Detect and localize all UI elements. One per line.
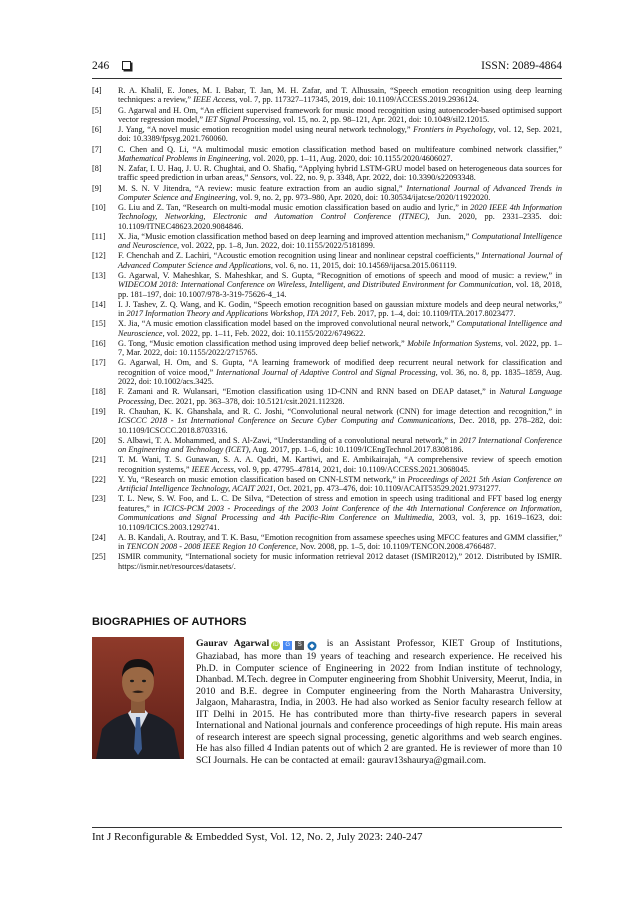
reference-number: [15] [92, 319, 106, 329]
reference-fragment: , vol. 2020, pp. 1–11, Aug. 2020, doi: 10.1155/2020/4606027. [248, 153, 453, 163]
reference-text [118, 300, 562, 319]
reference-venue: IEEE Access [193, 95, 236, 105]
reference-fragment: , vol. 9, pp. 47795–47814, 2021, doi: 10.1109/ACCESS.2021.3068045. [233, 464, 470, 474]
reference-item [92, 436, 562, 455]
reference-venue: International Journal of Advanced Computer Science and Applications [118, 251, 562, 270]
reference-number: [22] [92, 474, 106, 484]
reference-list [92, 86, 562, 572]
reference-item [92, 475, 562, 494]
page-header [92, 58, 562, 74]
reference-text [118, 387, 562, 406]
reference-venue: IET Signal Processing [205, 114, 279, 124]
reference-item [92, 125, 562, 144]
reference-venue: WIDECOM 2018: International Conference on Wireless, Intelligent, and Distributed Environment for Communication [118, 280, 512, 290]
author-profile-icons [271, 640, 317, 651]
page-footer: Int J Reconfigurable & Embedded Syst, Vol. 12, No. 2, July 2023: 240-247 [92, 831, 423, 843]
header-rule [92, 78, 562, 79]
reference-text [118, 436, 562, 455]
reference-venue: 2020 IEEE 4th Information Technology, Networking, Electronic and Automation Control Conference (ITNEC) [118, 203, 562, 222]
reference-item [92, 271, 562, 299]
reference-number: [18] [92, 387, 106, 397]
google-scholar-icon[interactable]: G [283, 641, 292, 650]
reference-number: [14] [92, 299, 106, 309]
reference-venue: Proceedings of 2021 5th Asian Conference on Artificial Intelligence Technology, ACAIT 2021 [118, 474, 562, 494]
reference-fragment: , vol. 12, Sep. 2021, doi: 10.3389/fpsyg.2021.760060. [118, 125, 562, 144]
reference-fragment: , 2003, vol. 3, pp. 1619–1623, doi: 10.1109/ICICS.2003.1292741. [118, 513, 562, 532]
reference-text [118, 358, 562, 386]
reference-fragment: , vol. 15, no. 2, pp. 98–121, Apr. 2021, doi: 10.1049/sil2.12015. [278, 114, 490, 124]
reference-fragment: X. Jia, “A music emotion classification model based on the improved convolutional neural network,” [118, 319, 457, 329]
reference-number: [21] [92, 455, 106, 465]
reference-fragment: ISMIR community, “International society for music information retrieval 2012 dataset (ISMIR2012),” 2012. Distributed by ISMIR. https://ismir.net/resources/datasets/. [118, 552, 562, 571]
reference-number: [23] [92, 494, 106, 504]
reference-fragment: , Nov. 2008, pp. 1–5, doi: 10.1109/TENCON.2008.4766487. [295, 542, 497, 552]
reference-item [92, 407, 562, 435]
reference-fragment: , vol. 6, no. 11, 2015, doi: 10.14569/ijacsa.2015.061119. [270, 260, 457, 270]
reference-number: [7] [92, 144, 102, 154]
reference-item [92, 203, 562, 231]
reference-text [118, 251, 562, 270]
reference-fragment: R. A. Khalil, E. Jones, M. I. Babar, T. Jan, M. H. Zafar, and T. Alhussain, “Speech emotion recognition using deep learning techniques: a review,” [118, 86, 562, 105]
reference-number: [12] [92, 251, 106, 261]
reference-fragment: G. Agarwal, H. Om, and S. Gupta, “A learning framework of modified deep recurrent neural network for classification and recognition of voice mood,” [118, 358, 562, 377]
reference-fragment: , vol. 18, 2018, pp. 181–197, doi: 10.1007/978-3-319-75626-4_14. [118, 280, 562, 299]
issn-label: ISSN: 2089-4864 [481, 60, 562, 72]
reference-fragment: G. Agarwal, V. Maheshkar, S. Maheshkar, and S. Gupta, “Recognition of emotions of speech and mood of music: a review,” in [118, 270, 562, 280]
reference-text [118, 145, 562, 164]
reference-venue: TENCON 2008 - 2008 IEEE Region 10 Conference [126, 542, 296, 552]
reference-item [92, 164, 562, 183]
reference-item [92, 184, 562, 203]
reference-number: [4] [92, 86, 102, 95]
reference-item [92, 319, 562, 338]
reference-fragment: , Dec. 2018, pp. 278–282, doi: 10.1109/ICSCCC.2018.8703316. [118, 416, 562, 435]
reference-fragment: G. Agarwal and H. Om, “An efficient supervised framework for music mood recognition using autoencoder-based optimised support vector regression model,” [118, 105, 562, 124]
reference-fragment: , vol. 9, no. 2, pp. 973–980, Apr. 2020, doi: 10.30534/ijatcse/2020/11922020. [235, 192, 491, 202]
reference-text [118, 164, 562, 183]
author-name: Gaurav Agarwal [196, 638, 270, 649]
checkbox-square-icon [122, 61, 131, 70]
reference-number: [19] [92, 406, 106, 416]
reference-number: [10] [92, 203, 106, 212]
scopus-icon[interactable]: S [295, 641, 304, 650]
reference-fragment: F. Chenchah and Z. Lachiri, “Acoustic emotion recognition using linear and nonlinear cepstral coefficients,” [118, 251, 482, 261]
reference-venue: Mathematical Problems in Engineering [118, 153, 249, 163]
reference-fragment: , Jun. 2020, pp. 2331–2335. doi: 10.1109/ITNEC48623.2020.9084846. [118, 212, 562, 231]
reference-item [92, 106, 562, 125]
reference-item [92, 232, 562, 251]
reference-venue: Sensors [250, 173, 277, 183]
orcid-icon[interactable]: iD [272, 642, 279, 649]
reference-text [118, 232, 562, 251]
reference-text [118, 184, 562, 203]
reference-text [118, 475, 562, 494]
reference-item [92, 358, 562, 386]
reference-venue: Natural Language Processing [118, 387, 562, 406]
reference-fragment: , vol. 2022, pp. 1–11, Feb. 2022, doi: 10.1155/2022/6749622. [162, 328, 366, 338]
reference-text [118, 125, 562, 144]
reference-fragment: A. B. Kandali, A. Routray, and T. K. Basu, “Emotion recognition from assamese speeches using MFCC features and GMM classifier,” in [118, 532, 562, 552]
reference-fragment: N. Zafar, I. U. Haq, J. U. R. Chughtai, and O. Shafiq, “Applying hybrid LSTM-GRU model based on heterogeneous data sources for traffic speed prediction in urban areas,” [118, 164, 562, 183]
page-number: 246 [92, 60, 110, 72]
reference-text [118, 339, 562, 358]
reference-fragment: , vol. 36, no. 8, pp. 1835–1859, Aug. 2022, doi: 10.1002/acs.3425. [118, 367, 563, 387]
reference-venue: International Journal of Adaptive Control and Signal Processing [216, 367, 436, 377]
reference-item [92, 455, 562, 474]
author-bio-text: is an Assistant Professor, KIET Group of Institutions, Ghaziabad, has more than 19 years of teaching and research experience. He received his Ph.D. in Computer science of Engineering in 2022 from Indian institute of technology, Dhanbad. M.Tech. degree in Computer engineering from Shobhit University, Meerut, India, in 2010 and B.E. degree in Computer engineering from the North Maharastra University, Jalgaon, Maharastra, India, in 2003. He had also worked as Senior faculty research fellow at IIT Delhi in 2015. He has contributed more than thirty-five research papers in several International and National journals and conference proceedings of high repute. His main areas of research interest are speech signal processing, genetic algorithms and web search engines. He has also filled 4 Indian patents out of which 2 are granted. He is reviewer of more than 10 SCI Journals. He can be contacted at email: gaurav13shaurya@gmail.com. [196, 638, 562, 766]
reference-text [118, 106, 562, 125]
reference-number: [20] [92, 435, 106, 445]
reference-fragment: T. L. New, S. W. Foo, and L. C. De Silva, “Detection of stress and emotion in speech using traditional and FFT based log energy features,” in [118, 494, 562, 513]
reference-text [118, 86, 562, 105]
reference-fragment: , Feb. 2017, pp. 1–4, doi: 10.1109/ITA.2017.8023477. [337, 309, 516, 319]
reference-venue: Computational Intelligence and Neuroscience [118, 231, 562, 251]
reference-fragment: Y. Yu, “Research on music emotion classification based on CNN-LSTM network,” in [118, 474, 408, 484]
reference-fragment: F. Zamani and R. Wulansari, “Emotion classification using 1D-CNN and RNN based on DEAP dataset,” in [118, 387, 500, 397]
reference-item [92, 86, 562, 105]
reference-item [92, 533, 562, 552]
reference-number: [6] [92, 125, 102, 134]
reference-fragment: S. Albawi, T. A. Mohammed, and S. Al-Zawi, “Understanding of a convolutional neural network,” in [118, 435, 460, 445]
reference-number: [16] [92, 338, 106, 348]
reference-text [118, 407, 562, 435]
section-heading-biographies: BIOGRAPHIES OF AUTHORS [92, 616, 247, 628]
reference-fragment: T. M. Wani, T. S. Gunawan, S. A. A. Qadri, M. Kartiwi, and E. Ambikairajah, “A comprehensive review of speech emotion recognition systems,” [118, 455, 562, 474]
reference-number: [11] [92, 231, 106, 241]
reference-item [92, 251, 562, 270]
reference-venue: Frontiers in Psychology [413, 125, 494, 134]
reference-item [92, 494, 562, 532]
reference-text [118, 455, 562, 474]
reference-fragment: M. S. N. V Jitendra, “A review: music feature extraction from an audio signal,” [118, 183, 407, 193]
reference-fragment: , vol. 7, pp. 117327–117345, 2019, doi: 10.1109/ACCESS.2019.2936124. [235, 95, 479, 105]
reference-text [118, 319, 562, 338]
reference-fragment: X. Jia, “Music emotion classification method based on deep learning and improved attention mechanism,” [118, 231, 472, 241]
reference-fragment: R. Chauhan, K. K. Ghanshala, and R. C. Joshi, “Convolutional neural network (CNN) for image detection and recognition,” in [118, 406, 562, 416]
reference-item [92, 300, 562, 319]
reference-fragment: , vol. 2022, pp. 1–7, Mar. 2022, doi: 10.1155/2022/2715765. [118, 338, 562, 358]
reference-number: [5] [92, 105, 102, 115]
author-biography [196, 638, 562, 766]
web-of-science-icon[interactable] [307, 641, 317, 651]
reference-fragment: J. Yang, “A novel music emotion recognition model using neural network technology,” [118, 125, 414, 134]
reference-fragment: G. Tong, “Music emotion classification method using improved deep belief network,” [118, 338, 408, 348]
reference-venue: ICSCCC 2018 - 1st International Conference on Secure Cyber Computing and Communications [118, 416, 454, 426]
footer-rule [92, 827, 562, 828]
reference-number: [13] [92, 270, 106, 280]
reference-text [118, 203, 562, 231]
reference-item [92, 145, 562, 164]
reference-fragment: , vol. 22, no. 9, p. 3348, Apr. 2022, doi: 10.3390/s22093348. [276, 173, 476, 183]
reference-text [118, 494, 562, 532]
reference-item [92, 387, 562, 406]
reference-venue: International Journal of Advanced Trends in Computer Science and Engineering [118, 183, 562, 202]
reference-number: [17] [92, 358, 106, 368]
reference-number: [25] [92, 552, 106, 562]
reference-text [118, 533, 562, 552]
reference-fragment: C. Chen and Q. Li, “A multimodal music emotion classification method based on multifeature combined network classifier,” [118, 144, 562, 154]
reference-venue: 2017 Information Theory and Applications Workshop, ITA 2017 [126, 309, 338, 319]
reference-item [92, 552, 562, 571]
reference-text [118, 552, 562, 571]
reference-item [92, 339, 562, 358]
reference-number: [24] [92, 532, 106, 542]
reference-text [118, 271, 562, 299]
reference-venue: ICICS-PCM 2003 - Proceedings of the 2003 Joint Conference of the 4th International Conference on Information, Communications and Signal Processing and 4th Pacific-Rim Conference on Multimedia [118, 503, 562, 523]
reference-fragment: , Dec. 2021, pp. 363–378, doi: 10.5121/csit.2021.112328. [154, 396, 345, 406]
reference-number: [8] [92, 164, 102, 173]
reference-fragment: , Oct. 2021, pp. 473–476, doi: 10.1109/ACAIT53529.2021.9731277. [273, 484, 501, 494]
reference-fragment: I. J. Tashev, Z. Q. Wang, and K. Godin, “Speech emotion recognition based on gaussian mixture models and deep neural networks,” in [118, 299, 562, 319]
reference-fragment: , vol. 2022, pp. 1–8, Jun. 2022, doi: 10.1155/2022/5181899. [177, 241, 375, 251]
reference-venue: Mobile Information Systems [407, 338, 501, 348]
reference-number: [9] [92, 183, 102, 193]
author-photo [92, 637, 184, 759]
reference-fragment: G. Liu and Z. Tan, “Research on multi-modal music emotion classification based on audio and lyric,” in [118, 203, 471, 212]
reference-venue: IEEE Access [191, 464, 234, 474]
author-photo-graphic [92, 637, 184, 759]
reference-venue: Computational Intelligence and Neuroscience [118, 319, 562, 338]
reference-venue: 2017 International Conference on Engineering and Technology (ICET) [118, 435, 562, 455]
reference-fragment: , Aug. 2017, pp. 1–6, doi: 10.1109/ICEngTechnol.2017.8308186. [248, 445, 464, 455]
